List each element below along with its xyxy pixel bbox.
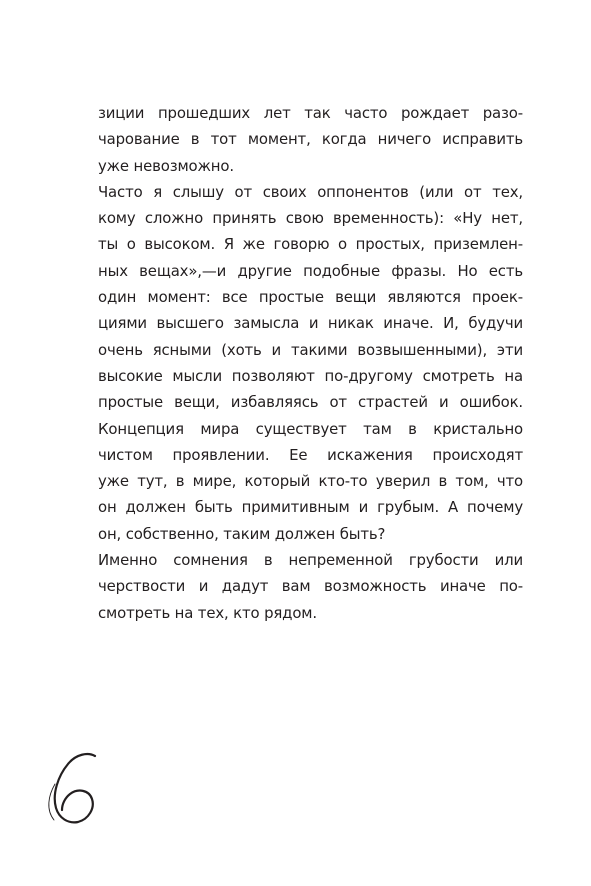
text-line: кому сложно принять свою временность): «Ну нет, [98,209,523,228]
text-line: очень ясными (хоть и такими возвышенными), эти [98,340,523,359]
text-line: смотреть на тех, кто рядом. [98,603,317,622]
text-line: высокие мысли позволяют по-другому смотреть на [98,366,523,385]
text-line: уже тут, в мире, который кто-то уверил в том, что [98,472,523,491]
text-line: черствости и дадут вам возможность иначе по- [98,577,523,596]
text-line: Часто я слышу от своих оппонентов (или от тех, [98,182,523,201]
text-line: чистом проявлении. Ее искажения происходят [98,445,523,464]
page-number [40,744,120,834]
text-line: чарование в тот момент, когда ничего исправить [98,130,523,149]
text-line: Концепция мира существует там в кристально [98,419,523,438]
text-line: Именно сомнения в непременной грубости или [98,551,523,570]
text-line: ты о высоком. Я же говорю о простых, приземлен- [98,235,523,254]
text-line: он, собственно, таким должен быть? [98,524,386,543]
text-line: он должен быть примитивным и грубым. А почему [98,498,523,517]
text-line: ных вещах»,—и другие подобные фразы. Но есть [98,261,523,280]
text-line: один момент: все простые вещи являются проек- [98,288,523,307]
text-line: уже невозможно. [98,156,234,175]
page-number-glyph [40,744,120,834]
text-line: простые вещи, избавляясь от страстей и ошибок. [98,393,523,412]
text-line: зиции прошедших лет так часто рождает разо- [98,104,523,122]
body-text [98,100,523,626]
text-line: циями высшего замысла и никак иначе. И, будучи [98,314,523,333]
